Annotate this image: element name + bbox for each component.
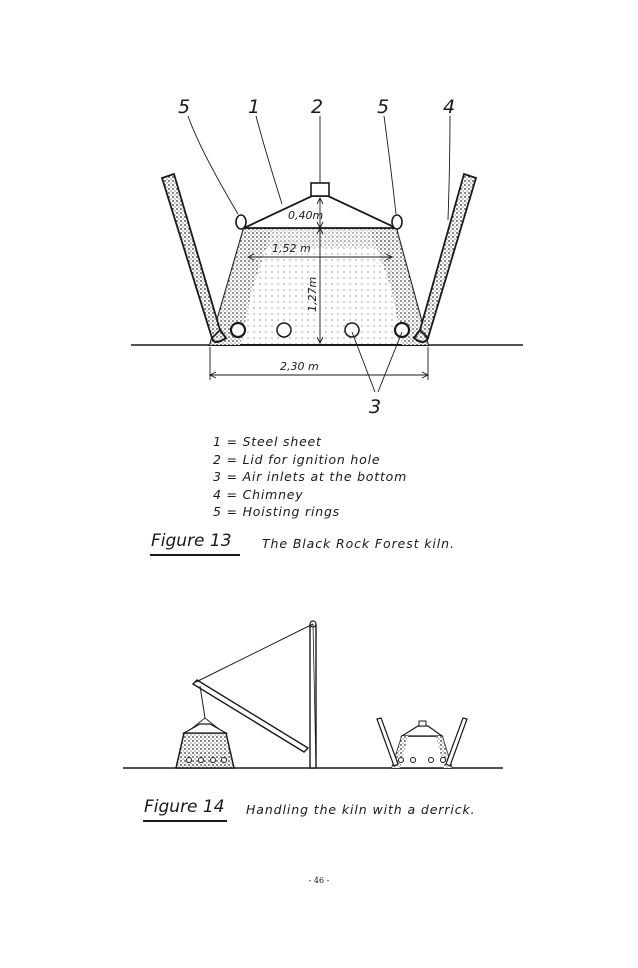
- standing-kiln-chimney-left: [377, 718, 398, 766]
- hoist-line: [200, 686, 205, 718]
- chimney-left: [162, 174, 220, 338]
- air-inlet: [429, 758, 434, 763]
- callout-5-right: 5: [377, 96, 390, 118]
- legend-item: 4 = Chimney: [213, 486, 304, 502]
- callout-2: 2: [311, 96, 324, 118]
- air-inlet: [277, 323, 291, 337]
- suspended-kiln-lid: [184, 724, 226, 733]
- callout-1: 1: [248, 96, 261, 118]
- figure-13-drawing: [0, 0, 638, 430]
- figure-14-label: Figure 14: [144, 797, 225, 817]
- callout-4: 4: [443, 96, 456, 118]
- derrick-mast: [310, 625, 316, 768]
- hoisting-ring-left: [236, 215, 246, 229]
- standing-kiln: [392, 736, 452, 768]
- standing-kiln-shading-right: [436, 736, 452, 768]
- figure-13-caption: The Black Rock Forest kiln.: [262, 536, 455, 551]
- legend-item: 3 = Air inlets at the bottom: [213, 469, 408, 485]
- figure-13-underline: [150, 554, 240, 556]
- dim-top-width: 1,52 m: [272, 242, 311, 255]
- standing-kiln-shading-left: [392, 736, 408, 768]
- dim-base-width: 2,30 m: [280, 360, 319, 373]
- ignition-lid: [311, 183, 329, 196]
- dim-body-height: 1,27m: [306, 276, 319, 312]
- hoist-line: [186, 718, 205, 733]
- chimney-right: [420, 174, 476, 338]
- callout-5-left: 5: [178, 96, 191, 118]
- callout-3: 3: [369, 396, 382, 418]
- hoist-line: [205, 718, 224, 733]
- air-inlet: [199, 758, 204, 763]
- standing-kiln-ignition-lid: [419, 721, 426, 726]
- derrick-rope: [196, 624, 313, 682]
- dim-lid-height: 0,40m: [288, 209, 324, 222]
- air-inlet: [211, 758, 216, 763]
- air-inlet: [399, 758, 404, 763]
- derrick-pulley: [310, 621, 316, 627]
- air-inlet: [187, 758, 192, 763]
- hoisting-ring-right: [392, 215, 402, 229]
- figure-14-caption: Handling the kiln with a derrick.: [246, 802, 476, 817]
- legend-item: 2 = Lid for ignition hole: [213, 451, 381, 467]
- figure-14-underline: [143, 820, 227, 822]
- standing-kiln-lid: [402, 726, 442, 736]
- suspended-kiln: [176, 733, 234, 768]
- standing-kiln-chimney-right: [446, 718, 467, 766]
- legend-item: 5 = Hoisting rings: [213, 504, 340, 520]
- legend-item: 1 = Steel sheet: [213, 434, 322, 449]
- figure-13-label: Figure 13: [151, 531, 232, 551]
- air-inlet: [231, 323, 245, 337]
- figure-13-legend: [213, 433, 407, 521]
- air-inlet: [395, 323, 409, 337]
- page-number: - 46 -: [308, 876, 330, 885]
- air-inlet: [441, 758, 446, 763]
- air-inlet: [222, 758, 227, 763]
- derrick-rope-down: [313, 624, 316, 768]
- derrick-boom: [193, 680, 308, 752]
- air-inlet: [345, 323, 359, 337]
- air-inlet: [411, 758, 416, 763]
